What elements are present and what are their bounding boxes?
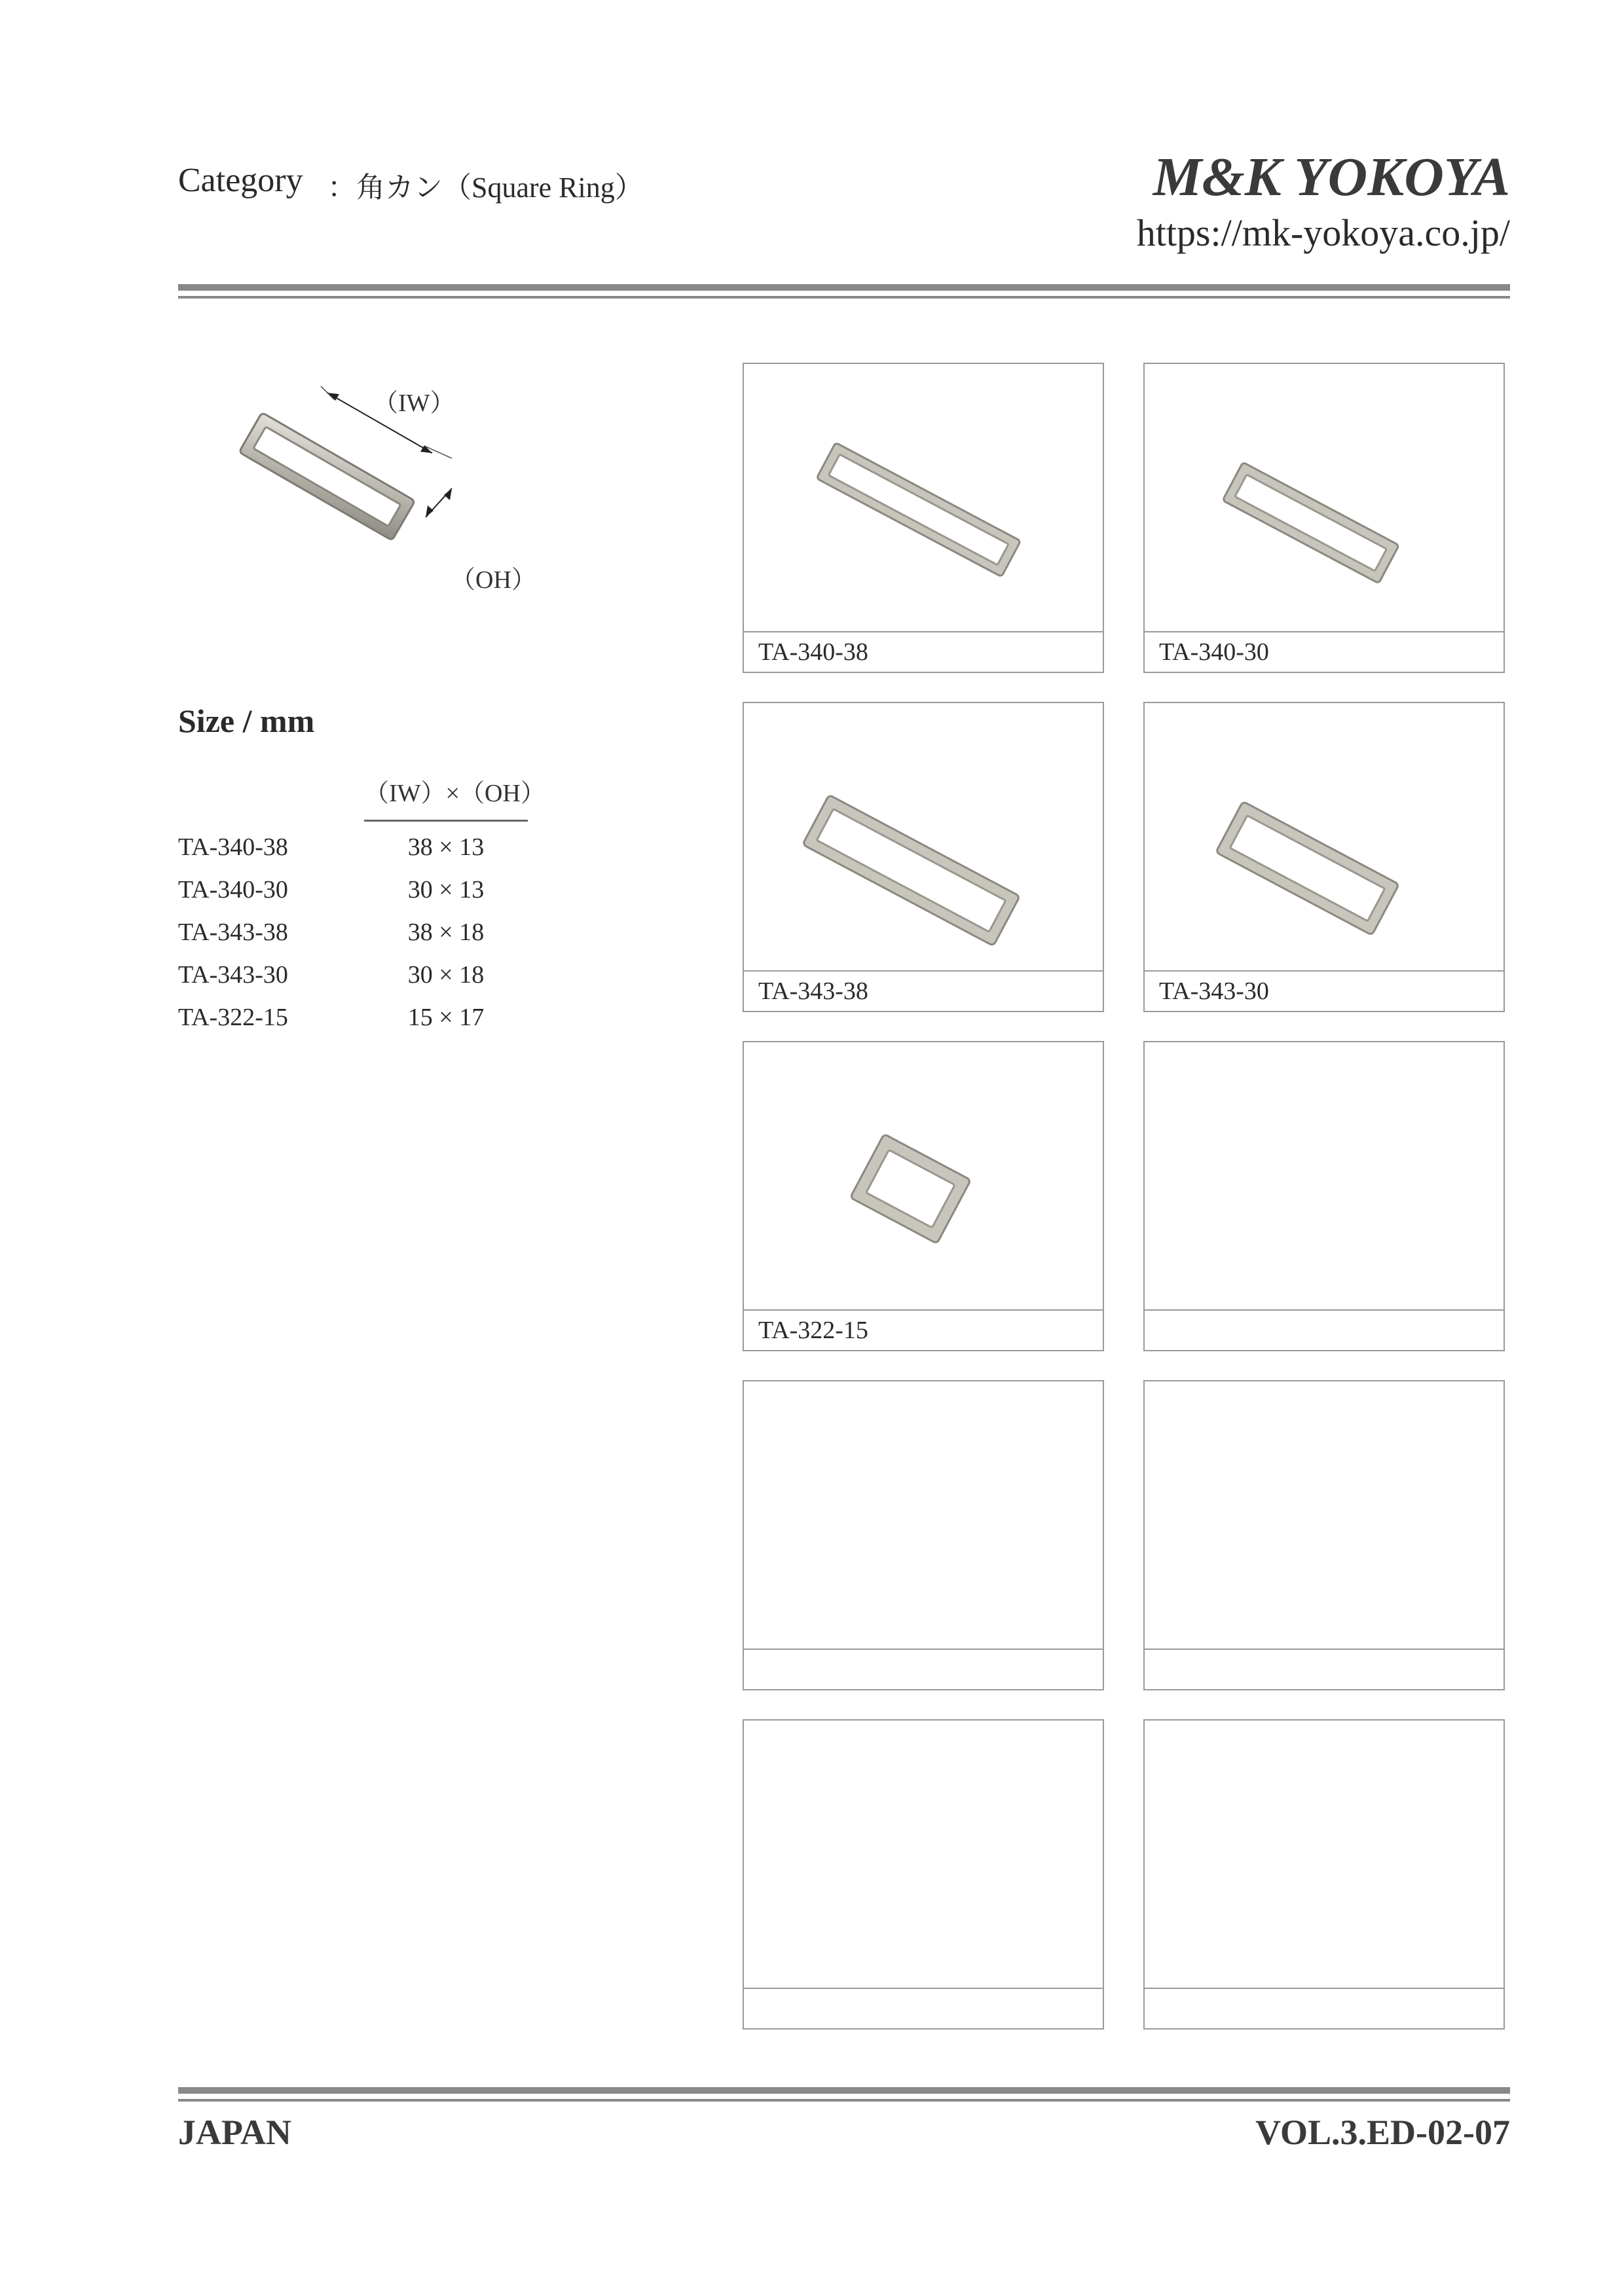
size-heading: Size / mm <box>178 702 315 739</box>
size-row-dims: 30 × 18 <box>407 961 485 989</box>
product-photo <box>744 703 1103 972</box>
product-cell-ta-343-30[interactable] <box>1143 702 1505 1012</box>
size-row-code: TA-340-30 <box>178 876 288 903</box>
product-cell-empty <box>743 1719 1104 2030</box>
size-row-dims: 15 × 17 <box>407 1004 485 1031</box>
size-row <box>178 833 545 872</box>
product-cell-ta-340-30[interactable] <box>1143 363 1505 673</box>
size-header-rule <box>364 820 528 822</box>
product-caption: TA-343-30 <box>1159 977 1269 1005</box>
ring-diagram-shape <box>239 412 415 541</box>
caption-bar <box>1145 1309 1504 1350</box>
category-value: ：角カン（Square Ring） <box>327 172 644 204</box>
size-column-header: （IW）×（OH） <box>364 780 545 807</box>
product-cell-ta-343-38[interactable] <box>743 702 1104 1012</box>
product-photo <box>1145 1381 1504 1650</box>
brand-name: M&K YOKOYA <box>1153 147 1510 208</box>
caption-bar <box>744 1309 1103 1350</box>
product-cell-empty <box>1143 1041 1505 1351</box>
size-row-code: TA-340-38 <box>178 833 288 861</box>
product-photo <box>744 1042 1103 1311</box>
header-rule-bottom <box>178 296 1510 299</box>
caption-bar <box>1145 970 1504 1011</box>
caption-bar <box>744 631 1103 672</box>
size-row-code: TA-343-38 <box>178 919 288 946</box>
size-row-code: TA-343-30 <box>178 961 288 989</box>
product-photo <box>1145 1042 1504 1311</box>
product-photo <box>1145 703 1504 972</box>
product-photo <box>1145 1721 1504 1989</box>
product-caption: TA-340-30 <box>1159 638 1269 666</box>
size-row <box>178 918 545 957</box>
product-cell-empty <box>1143 1719 1505 2030</box>
category-label: Category <box>178 162 303 199</box>
footer-rule-bottom <box>178 2099 1510 2102</box>
product-caption: TA-343-38 <box>758 977 868 1005</box>
caption-bar <box>1145 631 1504 672</box>
product-cell-ta-340-38[interactable] <box>743 363 1104 673</box>
header-rule-top <box>178 284 1510 291</box>
size-row <box>178 1003 545 1042</box>
size-row-dims: 38 × 18 <box>407 919 485 946</box>
caption-bar <box>1145 1988 1504 2028</box>
oh-label: （OH） <box>451 566 536 594</box>
product-caption: TA-340-38 <box>758 638 868 666</box>
product-photo <box>744 1721 1103 1989</box>
size-row <box>178 875 545 915</box>
product-photo <box>744 1381 1103 1650</box>
brand-url[interactable]: https://mk-yokoya.co.jp/ <box>1136 211 1510 254</box>
size-row <box>178 960 545 1000</box>
footer-country: JAPAN <box>178 2113 291 2152</box>
product-caption: TA-322-15 <box>758 1317 868 1344</box>
iw-label: （IW） <box>373 390 455 417</box>
footer-volume: VOL.3.ED-02-07 <box>1255 2113 1510 2152</box>
caption-bar <box>744 970 1103 1011</box>
product-cell-empty <box>743 1380 1104 1690</box>
size-row-code: TA-322-15 <box>178 1004 288 1031</box>
footer-rule-top <box>178 2087 1510 2094</box>
caption-bar <box>744 1649 1103 1689</box>
size-row-dims: 30 × 13 <box>407 876 485 903</box>
product-photo <box>1145 364 1504 632</box>
size-row-dims: 38 × 13 <box>407 833 485 861</box>
product-cell-ta-322-15[interactable] <box>743 1041 1104 1351</box>
product-cell-empty <box>1143 1380 1505 1690</box>
product-photo <box>744 364 1103 632</box>
caption-bar <box>744 1988 1103 2028</box>
caption-bar <box>1145 1649 1504 1689</box>
